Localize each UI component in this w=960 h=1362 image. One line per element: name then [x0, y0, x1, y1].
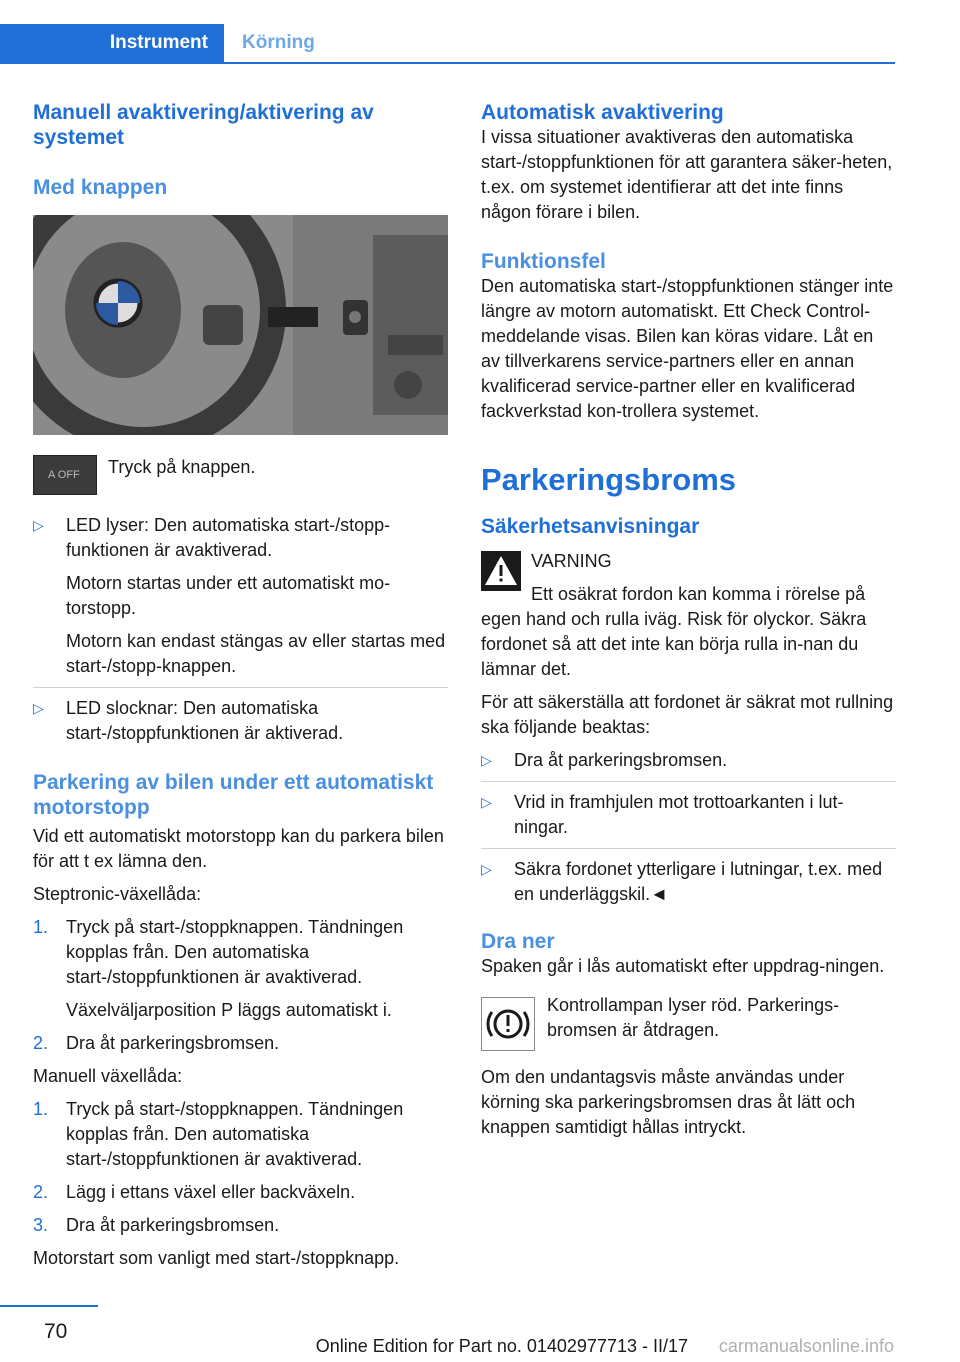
manual-label: Manuell växellåda: [33, 1066, 183, 1086]
steptronic-label: Steptronic-växellåda: [33, 884, 202, 904]
triangle-bullet-icon: ▷ [481, 794, 492, 810]
triangle-bullet-icon: ▷ [481, 861, 492, 877]
auto-deactivation-text: I vissa situationer avaktiveras den automatiska start-/stoppfunktionen för att garantera säker-heten, t.ex. om systemet identifierar att det inte finns någon förare i bilen. [481, 127, 893, 222]
fault-heading: Funktionsfel [481, 250, 606, 273]
secure-bullets [481, 748, 896, 907]
edition-note: Online Edition for Part no. 01402977713 - II/17 [315, 1336, 688, 1356]
subheading-with-button: Med knappen [33, 176, 168, 199]
tab-instrument[interactable]: Instrument [0, 24, 224, 62]
steptronic-steps [33, 915, 448, 1056]
manual-steps [33, 1097, 448, 1238]
list-item: ▷ Dra åt parkeringsbromsen. [481, 748, 896, 773]
warning-block [481, 549, 896, 574]
parking-brake-indicator-icon [481, 997, 535, 1051]
emergency-text: Om den undantagsvis måste användas under körning ska parkeringsbromsen dras åt lätt och knappen samtidigt hållas intryckt. [481, 1067, 856, 1137]
list-item: 1. Tryck på start-/stoppknappen. Tändningen kopplas från. Den automatiska start-/stoppfunktionen är avaktiverad. [33, 1099, 404, 1169]
list-item: 1. Tryck på start-/stoppknappen. Tändningen kopplas från. Den automatiska start-/stoppfunktionen är avaktiverad. Växelväljarposition P läggs automatiskt i. [33, 917, 404, 1020]
list-item: ▷ Vrid in framhjulen mot trottoarkanten i lut-ningar. [481, 792, 844, 837]
warning-triangle-icon [481, 551, 521, 591]
triangle-bullet-icon: ▷ [33, 517, 44, 533]
section-heading-manual: Manuell avaktivering/aktivering av systemet [33, 101, 374, 149]
list-item: ▷ Säkra fordonet ytterligare i lutningar, t.ex. med en underläggskil.◄ [481, 859, 883, 904]
indicator-block [481, 993, 896, 1055]
button-caption: Tryck på knappen. [108, 457, 256, 477]
button-instruction [33, 455, 448, 495]
warning-text: Ett osäkrat fordon kan komma i rörelse på egen hand och rulla iväg. Risk för olyckor. Säkra fordonet så att det inte kan börja rulla in-nan du lämnar det. [481, 584, 867, 679]
list-item: 3. Dra åt parkeringsbromsen. [33, 1215, 280, 1235]
footer-divider [0, 1305, 98, 1307]
pull-text: Spaken går i lås automatiskt efter uppdrag-ningen. [481, 956, 885, 976]
steering-wheel-photo [33, 215, 448, 435]
tab-korning[interactable]: Körning [242, 32, 315, 53]
parking-brake-heading: Parkeringsbroms [481, 462, 736, 497]
warning-label: VARNING [531, 551, 612, 571]
list-item: ▷ LED lyser: Den automatiska start-/stopp-funktionen är avaktiverad. Motorn startas under ett automatiskt mo-torstopp. Motorn kan endast stängas av eller startas med start-/stopp-knappen. [33, 515, 446, 676]
header-tabs [0, 24, 895, 64]
auto-start-stop-button-icon: A OFF [33, 455, 97, 495]
left-column [33, 100, 448, 1271]
right-column [481, 100, 896, 1140]
page-number: 70 [44, 1320, 68, 1343]
secure-intro: För att säkerställa att fordonet är säkrat mot rullning ska följande beaktas: [481, 692, 894, 737]
closing-text: Motorstart som vanligt med start-/stoppknapp. [33, 1248, 400, 1268]
fault-text: Den automatiska start-/stoppfunktionen stänger inte längre av motorn automatiskt. Ett Check Control-meddelande visas. Bilen kan köras vidare. Låt en av tillverkarens service-partners eller en annan kvalificerad service-partner eller en kvalificerad fackverkstad kon-trollera systemet. [481, 276, 894, 421]
safety-heading: Säkerhetsanvisningar [481, 515, 700, 538]
list-item: 2. Lägg i ettans växel eller backväxeln. [33, 1182, 356, 1202]
parking-intro: Vid ett automatiskt motorstopp kan du parkera bilen för att t ex lämna den. [33, 826, 444, 871]
triangle-bullet-icon: ▷ [33, 700, 44, 716]
parking-heading: Parkering av bilen under ett automatiskt motorstopp [33, 771, 434, 819]
led-bullets [33, 513, 448, 746]
indicator-text: Kontrollampan lyser röd. Parkerings-bromsen är åtdragen. [547, 995, 840, 1040]
list-item: ▷ LED slocknar: Den automatiska start-/stoppfunktionen är aktiverad. [33, 698, 344, 743]
triangle-bullet-icon: ▷ [481, 752, 492, 768]
list-item: 2. Dra åt parkeringsbromsen. [33, 1033, 280, 1053]
auto-deactivation-heading: Automatisk avaktivering [481, 101, 724, 124]
watermark: carmanualsonline.info [718, 1336, 894, 1356]
pull-heading: Dra ner [481, 930, 555, 953]
